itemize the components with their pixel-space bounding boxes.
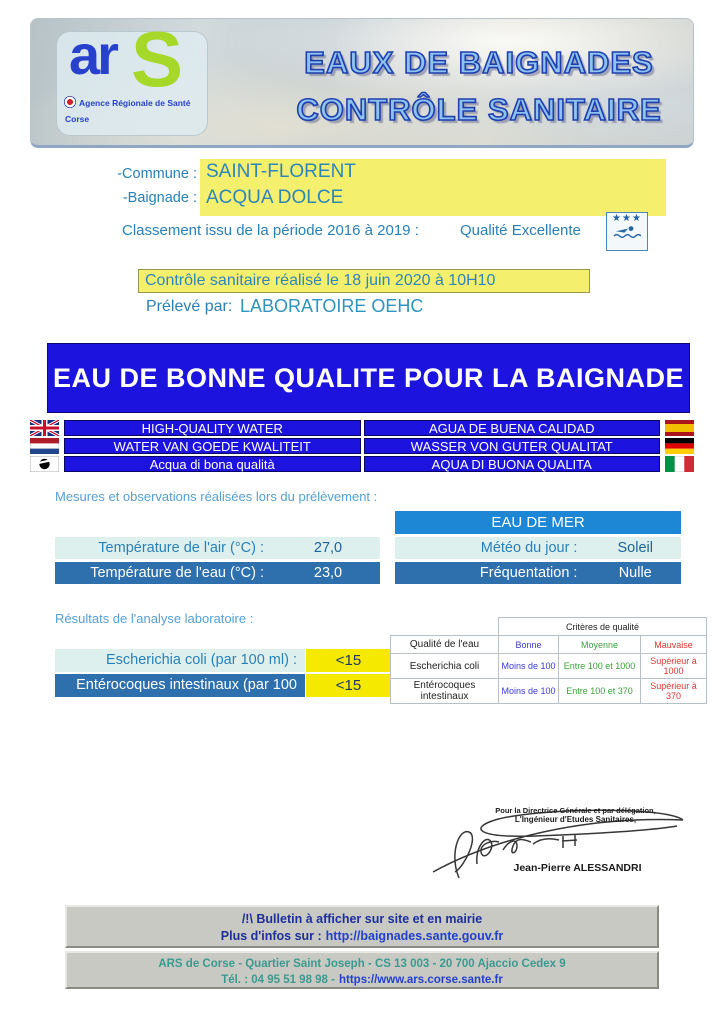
flag-corsica-icon — [30, 456, 59, 472]
translation-left: HIGH-QUALITY WATER — [64, 420, 361, 436]
translation-right: AQUA DI BUONA QUALITA — [364, 456, 661, 472]
control-date-box: Contrôle sanitaire réalisé le 18 juin 2020 à 10H10 — [138, 269, 590, 293]
document-title — [267, 39, 691, 133]
weather-label: Météo du jour : — [480, 540, 578, 556]
ars-logo — [56, 15, 208, 136]
quality-rating-icon — [606, 212, 648, 251]
header-banner — [30, 15, 694, 148]
water-temperature-row — [55, 562, 380, 584]
baignades-link[interactable]: http://baignades.sante.gouv.fr — [325, 929, 504, 943]
translation-row — [30, 438, 694, 454]
criteria-col-good: Bonne — [499, 636, 559, 654]
criteria-enterococci-name: Entérocoques intestinaux — [391, 679, 499, 704]
classement-value: Qualité Excellente — [460, 222, 581, 239]
signature-title-line: L'Ingénieur d'Etudes Sanitaires, — [514, 815, 637, 824]
sampler-label: Prélevé par: — [146, 298, 233, 315]
attendance-row — [395, 562, 681, 584]
title-line-1: EAUX DE BAIGNADES — [304, 45, 654, 80]
translation-row — [30, 456, 694, 472]
sampler-value: LABORATOIRE OEHC — [240, 296, 424, 316]
criteria-enterococci-row — [391, 679, 707, 704]
criteria-col-bad: Mauvaise — [641, 636, 707, 654]
ecoli-result-value: <15 — [306, 649, 391, 672]
handwritten-signature-icon — [425, 800, 700, 890]
baignade-value: ACQUA DOLCE — [206, 187, 344, 208]
french-roundel-icon — [64, 96, 76, 108]
verdict-banner: EAU DE BONNE QUALITE POUR LA BAIGNADE — [47, 343, 690, 413]
criteria-col-medium: Moyenne — [559, 636, 641, 654]
commune-label: -Commune : — [117, 166, 197, 182]
weather-row — [395, 537, 681, 559]
translations-block — [30, 420, 694, 474]
ars-site-link[interactable]: https://www.ars.corse.sante.fr — [338, 974, 503, 986]
criteria-enterococci-bad: Supérieur à 370 — [641, 679, 707, 704]
footer-tel: Tél. : 04 95 51 98 98 - — [221, 974, 335, 986]
footer-notice: /!\ Bulletin à afficher sur site et en mairie — [241, 912, 483, 926]
signatory-name: Jean-Pierre ALESSANDRI — [513, 862, 642, 874]
classement-label: Classement issu de la période 2016 à 2019 : — [122, 222, 419, 239]
criteria-col-water-quality: Qualité de l'eau — [391, 636, 499, 654]
criteria-header-row — [391, 618, 707, 636]
flag-netherlands-icon — [30, 438, 59, 454]
ecoli-result-row — [55, 649, 391, 672]
three-stars-icon: ★★★ — [612, 213, 642, 224]
ecoli-result-label: Escherichia coli (par 100 ml) : — [55, 649, 305, 672]
air-temperature-value: 27,0 — [313, 540, 343, 556]
weather-value: Soleil — [617, 540, 653, 556]
ars-logo-s-text: S — [131, 15, 184, 103]
enterococci-result-row — [55, 674, 391, 716]
enterococci-result-label: Entérocoques intestinaux (par 100 ml) : — [55, 674, 305, 697]
ars-logo-region-text: Corse — [65, 114, 90, 124]
water-temperature-value: 23,0 — [313, 565, 343, 581]
criteria-ecoli-row — [391, 654, 707, 679]
air-temperature-label: Température de l'air (°C) : — [98, 540, 264, 556]
ars-logo-ar-text: ar — [69, 23, 116, 86]
criteria-columns-row — [391, 636, 707, 654]
air-temperature-row — [55, 537, 380, 559]
criteria-enterococci-good: Moins de 100 — [499, 679, 559, 704]
flag-germany-icon — [665, 438, 694, 454]
criteria-enterococci-medium: Entre 100 et 370 — [559, 679, 641, 704]
attendance-value: Nulle — [618, 565, 652, 581]
flag-spain-icon — [665, 420, 694, 436]
criteria-ecoli-bad: Supérieur à 1000 — [641, 654, 707, 679]
flag-italy-icon — [665, 456, 694, 472]
translation-row — [30, 420, 694, 436]
footer-info-label: Plus d'infos sur : — [220, 929, 322, 943]
attendance-label: Fréquentation : — [479, 565, 578, 581]
results-section-title: Résultats de l'analyse laboratoire : — [55, 611, 254, 626]
criteria-table-title: Critères de qualité — [499, 618, 707, 636]
criteria-table — [390, 617, 707, 704]
signature-block — [425, 800, 700, 890]
water-type-header: EAU DE MER — [395, 511, 681, 534]
criteria-ecoli-good: Moins de 100 — [499, 654, 559, 679]
baignade-label: -Baignade : — [122, 190, 197, 206]
enterococci-result-value: <15 — [306, 674, 391, 697]
criteria-ecoli-medium: Entre 100 et 1000 — [559, 654, 641, 679]
criteria-ecoli-name: Escherichia coli — [391, 654, 499, 679]
footer-address-box — [65, 951, 659, 989]
ars-logo-agency-text: Agence Régionale de Santé — [79, 98, 191, 108]
water-temperature-label: Température de l'eau (°C) : — [90, 565, 264, 581]
translation-right: WASSER VON GUTER QUALITAT — [364, 438, 661, 454]
translation-left: Acqua di bona qualità — [64, 456, 361, 472]
footer-address: ARS de Corse - Quartier Saint Joseph - CS 13 003 - 20 700 Ajaccio Cedex 9 — [158, 958, 566, 970]
criteria-empty-cell — [391, 618, 499, 636]
footer-notice-box — [65, 905, 659, 948]
swimmer-icon — [613, 225, 641, 239]
flag-united-kingdom-icon — [30, 420, 59, 436]
commune-value: SAINT-FLORENT — [206, 161, 356, 182]
translation-left: WATER VAN GOEDE KWALITEIT — [64, 438, 361, 454]
title-line-2: CONTRÔLE SANITAIRE — [296, 92, 662, 127]
measures-section-title: Mesures et observations réalisées lors du prélèvement : — [55, 489, 378, 504]
signature-delegation-line: Pour la Directrice Générale et par délégation, — [495, 806, 656, 815]
translation-right: AGUA DE BUENA CALIDAD — [364, 420, 661, 436]
